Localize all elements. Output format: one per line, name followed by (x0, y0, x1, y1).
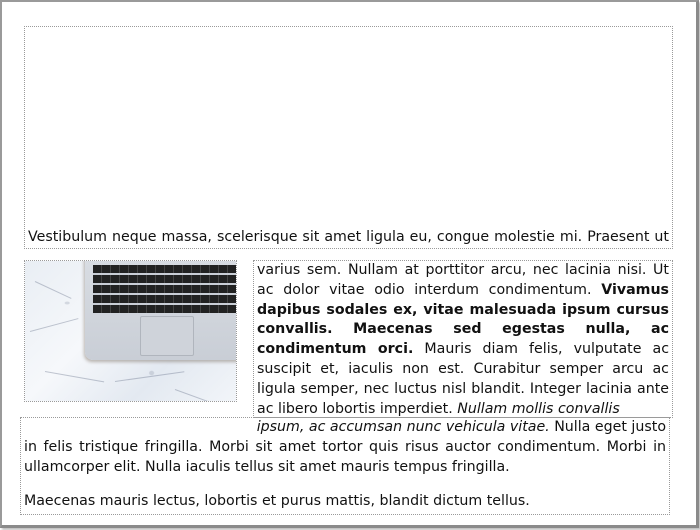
text-block-bottom (20, 417, 670, 515)
text-block-top (24, 26, 673, 249)
text-italic: ipsum, ac accumsan nunc vehicula vitae. (256, 419, 550, 435)
keyboard-icon (93, 265, 237, 313)
paragraph-continued: in felis tristique fringilla. Morbi sit amet tortor quis risus auctor condimentum. Morbi in ullamcorper elit. Nulla iaculis tellus sit amet mauris tempus fringilla. (24, 438, 666, 475)
paragraph-last: Maecenas mauris lectus, lobortis et purus mattis, blandit dictum tellus. (24, 493, 530, 510)
paragraph-line: Vestibulum neque massa, scelerisque sit amet ligula eu, congue molestie mi. Praesent ut (28, 229, 669, 246)
laptop-icon (85, 260, 237, 360)
text-normal: Mauris diam felis, vulputate ac suscipit et, iaculis non est. Curabitur semper arcu ac ligula semper, nec luctus nisl blandit. Integer lacinia ante ac libero lobortis imperdiet. (257, 341, 670, 417)
text-block-right (253, 260, 673, 418)
trackpad-icon (140, 316, 194, 356)
text-normal: varius sem. Nullam at porttitor arcu, nec lacinia nisi. Ut ac dolor vitae odio interdum condimentum. (257, 262, 669, 298)
text-normal: Nulla eget justo (549, 419, 666, 435)
paragraph-right (257, 261, 669, 419)
text-italic: Nullam mollis convallis (457, 400, 620, 417)
paragraph-continued-first-line (24, 418, 666, 438)
laptop-image (24, 260, 237, 402)
text-bold: Vivamus dapibus sodales ex, vitae malesuada ipsum cursus convallis. Maecenas sed egestas nulla, ac condimentum orci. (257, 281, 669, 358)
